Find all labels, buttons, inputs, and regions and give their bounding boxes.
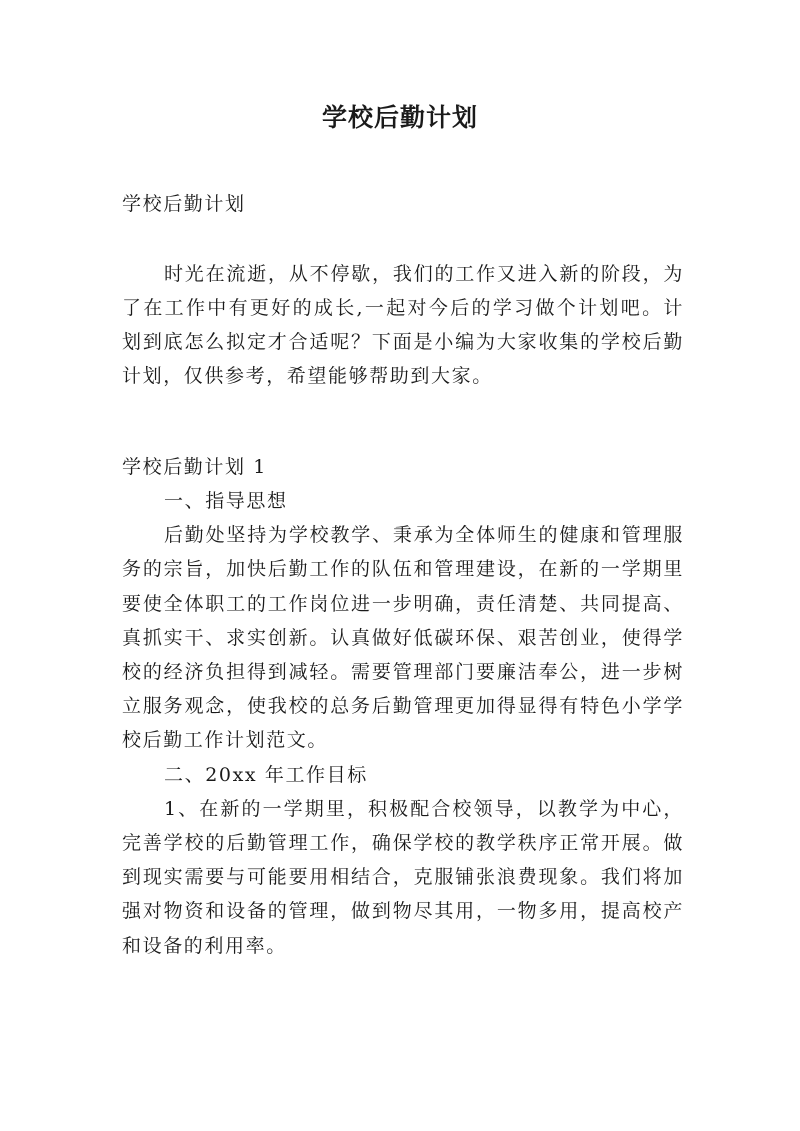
document-subtitle: 学校后勤计划: [122, 193, 246, 215]
part-2-heading: 二、20xx 年工作目标: [164, 763, 368, 786]
part-1-paragraph: 后勤处坚持为学校教学、秉承为全体师生的健康和管理服务的宗旨，加快后勤工作的队伍和管理建设，在新的一学期里要使全体职工的工作岗位进一步明确，责任清楚、共同提高、真抓实干、求实创新。认真做好低碳环保、艰苦创业，使得学校的经济负担得到减轻。需要管理部门要廉洁奉公，进一步树立服务观念，使我校的总务后勤管理更加得显得有特色小学学校后勤工作计划范文。: [122, 524, 684, 752]
section-body: [122, 484, 684, 963]
part-1-heading: 一、指导思想: [164, 490, 288, 512]
document-title: 学校后勤计划: [321, 103, 478, 132]
part-2-item-1-paragraph: 1、在新的一学期里，积极配合校领导，以教学为中心，完善学校的后勤管理工作，确保学校的教学秩序正常开展。做到现实需要与可能要用相结合，克服铺张浪费现象。我们将加强对物资和设备的管理，做到物尽其用，一物多用，提高校产和设备的利用率。: [122, 797, 684, 957]
section-heading: 学校后勤计划 1: [122, 456, 267, 478]
intro-paragraph: 时光在流逝，从不停歇，我们的工作又进入新的阶段，为了在工作中有更好的成长,一起对今后的学习做个计划吧。计划到底怎么拟定才合适呢？下面是小编为大家收集的学校后勤计划，仅供参考，希望能够帮助到大家。: [122, 263, 684, 387]
